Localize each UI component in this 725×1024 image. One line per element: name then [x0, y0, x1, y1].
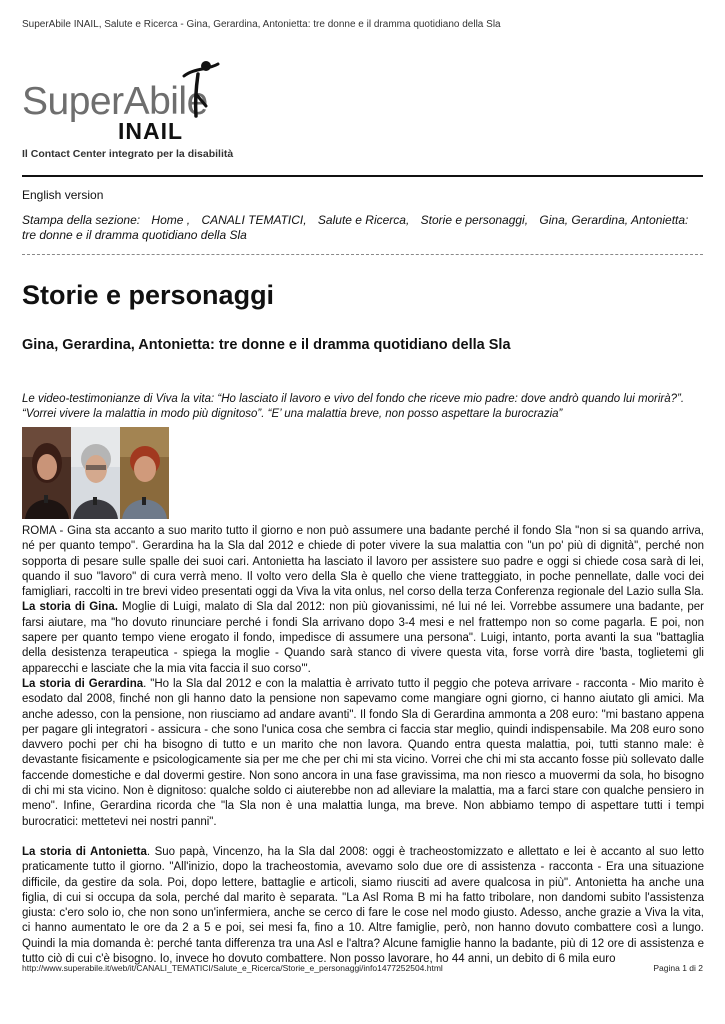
logo-wordmark-inail: INAIL	[118, 118, 184, 144]
gerardina-story-heading: La storia di Gerardina	[22, 677, 144, 690]
photo-woman-gina	[22, 427, 71, 519]
english-version-link[interactable]: English version	[22, 188, 104, 202]
print-footer-url: http://www.superabile.it/web/it/CANALI_TEMATICI/Salute_e_Ricerca/Storie_e_personaggi/info1477252504.html	[22, 963, 443, 973]
print-footer-page-number: Pagina 1 di 2	[653, 963, 703, 973]
breadcrumb-divider	[22, 254, 703, 255]
superabile-inail-logo[interactable]	[22, 58, 282, 162]
breadcrumb-item-salute-e-ricerca[interactable]: Salute e Ricerca,	[317, 213, 410, 227]
antonietta-story-heading: La storia di Antonietta	[22, 845, 147, 858]
logo-tagline: Il Contact Center integrato per la disabilità	[22, 148, 234, 160]
article-photo	[22, 427, 169, 519]
running-figure-icon	[162, 58, 222, 120]
photo-woman-antonietta	[120, 427, 169, 519]
page-title: Storie e personaggi	[22, 280, 275, 310]
breadcrumb-item-home[interactable]: Home ,	[151, 213, 191, 227]
gerardina-story-paragraph	[22, 677, 704, 830]
logo-wordmark-superabile: SuperAbile	[22, 80, 208, 123]
antonietta-story-text: . Suo papà, Vincenzo, ha la Sla dal 2008: oggi è tracheostomizzato e allettato e lei è accanto al suo letto praticamente tutto il giorno. "All'inizio, dopo la tracheostomia, avevamo solo due ore di assistenza - racconta - Era una situazione difficile, da gestire da sola. Poi, dopo lettere, battaglie e articoli, siamo riusciti ad avere qualcosa in più". Antonietta ha anche una figlia, di cui si occupa da sola, perché dal marito è separata. "La Asl Roma B mi ha fatto tribolare, non dandomi subito l'assistenza giusta: c'ero solo io, che non sono un'infermiera, anche se cerco di fare le cose nel modo giusto. Adesso, anche grazie a Viva la vita, ci hanno aumentato le ore da 2 a 5 e poi, sei mesi fa, fino a 10. Altre famiglie, però, non hanno dovuto combattere così a lungo. Quindi la mia domanda è: perché tanta differenza tra una Asl e l'altra? Alcune famiglie hanno la badante, più di 12 ore di assistenza e tutto ciò di cui c'è bisogno. Io, invece ho dovuto combattere. Non posso lavorare, ho 44 anni, un debito di 6 mila euro	[22, 845, 704, 966]
breadcrumb-item-storie-e-personaggi[interactable]: Storie e personaggi,	[420, 213, 529, 227]
gina-story-heading: La storia di Gina.	[22, 601, 118, 614]
print-header-title: SuperAbile INAIL, Salute e Ricerca - Gina, Gerardina, Antonietta: tre donne e il dramma quotidiano della Sla	[22, 19, 501, 30]
gerardina-story-text: . "Ho la Sla dal 2012 e con la malattia è arrivato tutto il peggio che poteva arrivare - racconta - Mio marito è esodato dal 2008, finché non gli hanno dato la pensione non sapevamo come mangiare ogni giorno, ci hanno aiutato gli amici. Ma anche adesso, con la pensione, non riusciamo ad andare avanti". Il fondo Sla di Gerardina ammonta a 208 euro: "mi bastano appena per pagare gli integratori - assicura - che sono l'unica cosa che sembra ci faccia star meglio, quindi indispensabile. Ma 208 euro sono davvero pochi per chi ha bisogno di tutto e un marito che non lavora. Quando entra questa malattia, poi, tutti stanno male: è devastante fisicamente e psicologicamente sia per me che per chi mi sta vicino. Vorrei che chi mi sta accanto fosse più sollevato dalle faccende domestiche e dal dovermi gestire. Non sono ancora in una fase gravissima, ma non riesco a muovermi da sola, ho bisogno di chi mi sta vicino. Non è dignitoso: qualche soldo ci aiuterebbe non ad alleviare la malattia, ma a farci stare con qualche pensiero in meno". Infine, Gerardina ricorda che "la Sla non è una malattia lunga, ma breve. Non abbiamo tempo di aspettare tutti i tempi burocratici: mettetevi nei nostri panni".	[22, 677, 704, 828]
article-intro-paragraph: ROMA - Gina sta accanto a suo marito tutto il giorno e non può assumere una badante perché il fondo Sla "non si sa quando arriva, né per quanto tempo". Gerardina ha la Sla dal 2012 e chiede di poter vivere la sua malattia con "un po' più di dignità", perché non sopporta di pesare sulle spalle dei suoi cari. Antonietta ha lasciato il lavoro per assistere suo padre e oggi si chiede cosa sarà di lei, quando il suo "lavoro" di cura verrà meno. Il volto vero della Sla è quello che viene tratteggiato, in poche pennellate, dalle voci dei famigliari, raccolti in tre brevi video presentati oggi da Viva la vita onlus, nel corso della terza Conferenza regionale del Lazio sulla Sla.	[22, 525, 704, 599]
article-title: Gina, Gerardina, Antonietta: tre donne e il dramma quotidiano della Sla	[22, 337, 511, 353]
breadcrumb-item-canali-tematici[interactable]: CANALI TEMATICI,	[201, 213, 307, 227]
gina-story-paragraph	[22, 600, 704, 676]
breadcrumb	[22, 213, 694, 243]
breadcrumb-item-current-article[interactable]: Gina, Gerardina, Antonietta: tre donne e il dramma quotidiano della Sla	[22, 213, 689, 242]
gina-story-text: Moglie di Luigi, malato di Sla dal 2012: non più giovanissimi, né lui né lei. Vorrebbe assumere una badante, per farsi aiutare, ma "ho dovuto rinunciare perché i fondi Sla arrivano dopo 3-4 mesi e nel frattempo non so come pagarla. E poi, non sapere per quanto tempo viene erogato il fondo, impedisce di assumere una persona". Luigi, intanto, porta avanti la sua "battaglia della desistenza terapeutica - spiega la moglie - Quando sarà stanco di vivere questa vita, forse vorrà dire 'basta, toglietemi gli apparecchi e lasciate che la mia vita faccia il suo corso'".	[22, 601, 704, 675]
breadcrumb-label: Stampa della sezione:	[22, 213, 141, 227]
article-lede: Le video-testimonianze di Viva la vita: “Ho lasciato il lavoro e vivo del fondo che riceve mio padre: dove andrò quando lui morirà?”. “Vorrei vivere la malattia in modo più dignitoso”. “E’ una malattia breve, non posso aspettare la burocrazia”	[22, 393, 685, 420]
header-divider	[22, 175, 703, 177]
article-body	[22, 524, 704, 967]
antonietta-story-paragraph	[22, 845, 704, 967]
photo-woman-gerardina	[71, 427, 120, 519]
